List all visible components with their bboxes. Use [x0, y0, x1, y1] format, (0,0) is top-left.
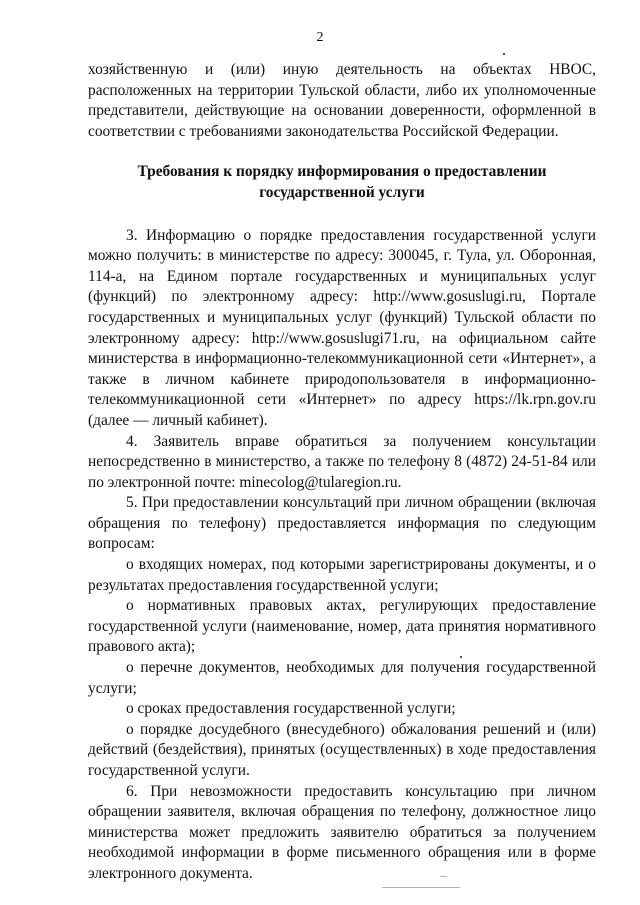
list-item: о входящих номерах, под которыми зарегистрированы документы, и о результатах предоставления государственной услуги;: [88, 556, 596, 594]
list-item: о перечне документов, необходимых для получения государственной услуги;: [88, 659, 596, 697]
document-content: [88, 60, 596, 885]
paragraph-4: 4. Заявитель вправе обратиться за получением консультации непосредственно в министерство, а также по телефону 8 (4872) 24-51-84 или по электронной почте: minecolog@tularegion.ru.: [88, 432, 596, 491]
scan-mark: [382, 887, 460, 888]
heading-line: Требования к порядку информирования о предоставлении: [137, 163, 547, 181]
list-item: о порядке досудебного (внесудебного) обжалования решений и (или) действий (бездействия), принятых (осуществленных) в ходе предоставления государственной услуги.: [88, 720, 596, 779]
scan-mark: [460, 656, 462, 658]
list-item: о нормативных правовых актах, регулирующих предоставление государственной услуги (наименование, номер, дата принятия нормативного правового акта);: [88, 597, 596, 656]
continuation-paragraph: хозяйственную и (или) иную деятельность на объектах НВОС, расположенных на территории Тульской области, либо их уполномоченные представители, действующие на основании доверенности, оформленной в соответствии с требованиями законодательства Российской Федерации.: [88, 61, 596, 140]
scan-mark: [440, 876, 447, 877]
page-number: 2: [316, 30, 324, 45]
heading-line: государственной услуги: [259, 183, 425, 201]
section-heading: [88, 162, 596, 203]
list-item: о сроках предоставления государственной услуги;: [126, 700, 456, 718]
scan-mark: [503, 53, 505, 55]
paragraph-5: 5. При предоставлении консультаций при личном обращении (включая обращения по телефону) предоставляется информация по следующим вопросам:: [88, 494, 596, 553]
paragraph-6: 6. При невозможности предоставить консультацию при личном обращении заявителя, включая обращения по телефону, должностное лицо министерства может предложить заявителю обратиться за получением необходимой информации в форме письменного обращения или в форме электронного документа.: [88, 782, 596, 882]
paragraph-3: 3. Информацию о порядке предоставления государственной услуги можно получить: в министерстве по адресу: 300045, г. Тула, ул. Оборонная, 114-а, на Едином портале государственных и муниципальных услуг (функций) по электронному адресу: http://www.gosuslugi.ru, Портале государственных и муниципальных услуг (функций) Тульской области по электронному адресу: http://www.gosuslugi71.ru, на официальном сайте министерства в информационно-телекоммуникационной сети «Интернет», а также в личном кабинете природопользователя в информационно-телекоммуникационной сети «Интернет» по адресу https://lk.rpn.gov.ru (далее — личный кабинет).: [88, 226, 596, 429]
